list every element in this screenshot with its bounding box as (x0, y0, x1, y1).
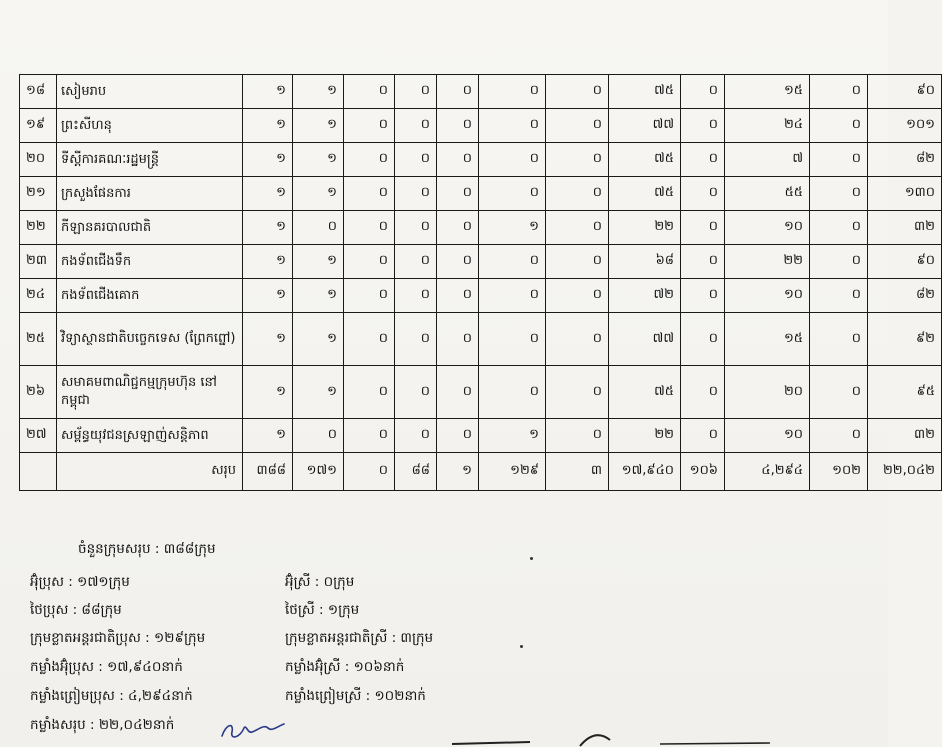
table-row (20, 109, 942, 143)
row-cell: ០ (681, 313, 725, 366)
row-cell: ០ (437, 75, 479, 109)
row-name: កងទ័ពជើងគោក (57, 279, 243, 313)
row-cell: ០ (395, 177, 437, 211)
row-cell: ១ (293, 177, 344, 211)
row-number: ២១ (20, 177, 57, 211)
row-cell: ១០ (725, 419, 810, 453)
total-cell: ១០២ (810, 453, 868, 491)
row-cell: ០ (810, 143, 868, 177)
row-cell: ១ (293, 279, 344, 313)
row-cell: ១ (243, 279, 293, 313)
results-table (19, 74, 942, 491)
row-cell: ១ (243, 419, 293, 453)
row-cell: ១០ (725, 279, 810, 313)
row-cell: ០ (395, 366, 437, 419)
row-name: សមាគមពាណិជ្ជកម្មក្រុមហ៊ុន នៅកម្ពុជា (57, 366, 243, 419)
row-cell: ០ (293, 419, 344, 453)
row-cell: ០ (479, 245, 546, 279)
row-cell: ០ (681, 366, 725, 419)
row-name: កីឡានគរបាលជាតិ (57, 211, 243, 245)
row-cell: ៩០ (868, 245, 942, 279)
table-body (20, 75, 942, 491)
row-name: ក្រសួងផែនការ (57, 177, 243, 211)
row-cell: ១ (243, 143, 293, 177)
row-cell: ១ (243, 109, 293, 143)
table-row (20, 419, 942, 453)
row-cell: ០ (681, 143, 725, 177)
summary-female-b: ថៃស្រី : ១ក្រុម (285, 602, 360, 618)
row-number: ១៨ (20, 75, 57, 109)
total-cell: ៤,២៩៤ (725, 453, 810, 491)
bottom-ink-strokes (450, 730, 870, 747)
row-cell: ១ (243, 245, 293, 279)
row-cell: ០ (395, 109, 437, 143)
table-row (20, 313, 942, 366)
row-cell: ០ (437, 279, 479, 313)
row-cell: ០ (479, 75, 546, 109)
row-name: កងទ័ពជើងទឹក (57, 245, 243, 279)
row-cell: ៧៥ (609, 366, 681, 419)
row-cell: ០ (681, 109, 725, 143)
row-name: ព្រះសីហនុ (57, 109, 243, 143)
total-cell: ៨៨ (395, 453, 437, 491)
speck (520, 645, 523, 648)
row-cell: ០ (546, 419, 609, 453)
summary-male-intl: ក្រុមខ្លាតអន្តរជាតិប្រុស : ១២៩ក្រុម (30, 630, 206, 646)
row-cell: ០ (395, 75, 437, 109)
row-cell: ១៥ (725, 75, 810, 109)
row-cell: ០ (437, 211, 479, 245)
row-cell: ០ (479, 279, 546, 313)
row-cell: ០ (810, 313, 868, 366)
row-cell: ២៤ (725, 109, 810, 143)
row-number: ២៣ (20, 245, 57, 279)
row-number: ២៦ (20, 366, 57, 419)
row-cell: ០ (810, 75, 868, 109)
row-cell: ០ (681, 419, 725, 453)
summary-male-players-a: កម្លាំងអ៊ុំប្រុស : ១៧,៩៤០នាក់ (30, 659, 183, 675)
row-cell: ០ (344, 211, 395, 245)
row-cell: ០ (810, 211, 868, 245)
row-cell: ០ (293, 211, 344, 245)
row-cell: ១៥ (725, 313, 810, 366)
row-cell: ១ (293, 75, 344, 109)
row-cell: ០ (437, 109, 479, 143)
row-cell: ១៣០ (868, 177, 942, 211)
summary-total-teams: ចំនួនក្រុមសរុប : ៣៨៨ក្រុម (78, 541, 216, 557)
row-cell: ០ (437, 313, 479, 366)
row-cell: ០ (546, 75, 609, 109)
row-cell: ២០ (725, 366, 810, 419)
row-cell: ២២ (725, 245, 810, 279)
row-number: ២២ (20, 211, 57, 245)
row-cell: ០ (479, 313, 546, 366)
row-number: ១៩ (20, 109, 57, 143)
row-cell: ០ (810, 109, 868, 143)
row-cell: ០ (546, 211, 609, 245)
row-name: សៀមរាប (57, 75, 243, 109)
row-cell: ០ (344, 245, 395, 279)
row-cell: ៧៥ (609, 177, 681, 211)
total-blank (20, 453, 57, 491)
row-cell: ០ (546, 109, 609, 143)
row-number: ២០ (20, 143, 57, 177)
row-cell: ០ (681, 177, 725, 211)
row-cell: ០ (437, 177, 479, 211)
row-cell: ០ (546, 245, 609, 279)
row-cell: ១ (243, 177, 293, 211)
row-cell: ០ (344, 279, 395, 313)
summary-female-a: អ៊ុំស្រី : ០ក្រុម (285, 574, 355, 590)
row-cell: ០ (546, 313, 609, 366)
row-cell: ៧៧ (609, 313, 681, 366)
row-cell: ១ (293, 245, 344, 279)
row-cell: ៧៥ (609, 75, 681, 109)
row-cell: ៣២ (868, 419, 942, 453)
row-cell: ០ (479, 109, 546, 143)
row-cell: ០ (395, 211, 437, 245)
row-cell: ០ (810, 279, 868, 313)
summary-female-intl: ក្រុមខ្លាតអន្តរជាតិស្រី : ៣ក្រុម (285, 630, 434, 646)
row-cell: ០ (395, 143, 437, 177)
table-row (20, 75, 942, 109)
row-cell: ១ (293, 109, 344, 143)
row-cell: ០ (681, 279, 725, 313)
row-cell: ០ (546, 366, 609, 419)
total-cell: ២២,០៤២ (868, 453, 942, 491)
summary-male-b: ថៃប្រុស : ៨៨ក្រុម (30, 602, 122, 618)
row-cell: ០ (546, 143, 609, 177)
row-cell: ៩៥ (868, 366, 942, 419)
row-cell: ០ (437, 245, 479, 279)
row-cell: ០ (344, 143, 395, 177)
row-cell: ៨២ (868, 279, 942, 313)
summary-male-players-b: កម្លាំងព្រៀមប្រុស : ៤,២៩៤នាក់ (30, 688, 193, 704)
row-cell: ១០ (725, 211, 810, 245)
row-cell: ១ (479, 419, 546, 453)
total-cell: ១២៩ (479, 453, 546, 491)
row-cell: ០ (437, 419, 479, 453)
row-cell: ១ (243, 211, 293, 245)
row-cell: ១០១ (868, 109, 942, 143)
table-row (20, 177, 942, 211)
row-cell: ១ (243, 75, 293, 109)
table-row (20, 366, 942, 419)
row-cell: ០ (395, 279, 437, 313)
row-cell: ០ (546, 279, 609, 313)
row-cell: ០ (681, 245, 725, 279)
row-cell: ០ (344, 109, 395, 143)
row-cell: ១ (293, 366, 344, 419)
row-cell: ៣២ (868, 211, 942, 245)
total-label: សរុប (57, 453, 243, 491)
row-cell: ០ (479, 143, 546, 177)
row-cell: ៧៥ (609, 143, 681, 177)
row-cell: ៧២ (609, 279, 681, 313)
row-cell: ១ (293, 143, 344, 177)
row-cell: ០ (344, 75, 395, 109)
summary-block (30, 540, 590, 745)
total-cell: ១០៦ (681, 453, 725, 491)
summary-female-players-b: កម្លាំងព្រៀមស្រី : ១០២នាក់ (285, 688, 426, 704)
row-cell: ៥៥ (725, 177, 810, 211)
row-cell: ០ (810, 419, 868, 453)
row-cell: ១ (243, 366, 293, 419)
row-cell: ០ (810, 245, 868, 279)
row-cell: ០ (395, 313, 437, 366)
row-name: សម្ព័ន្ធយុវជនស្រឡាញ់សន្តិភាព (57, 419, 243, 453)
row-cell: ០ (479, 366, 546, 419)
row-cell: ៧៧ (609, 109, 681, 143)
row-cell: ៩២ (868, 313, 942, 366)
row-cell: ០ (479, 177, 546, 211)
table-row (20, 143, 942, 177)
row-cell: ០ (810, 177, 868, 211)
row-cell: ០ (344, 177, 395, 211)
row-cell: ០ (437, 143, 479, 177)
row-name: ទីស្តីការគណៈរដ្ឋមន្ត្រី (57, 143, 243, 177)
table-row (20, 279, 942, 313)
row-cell: ០ (344, 366, 395, 419)
row-cell: ៦៨ (609, 245, 681, 279)
total-row (20, 453, 942, 491)
summary-female-players-a: កម្លាំងអ៊ុំស្រី : ១០៦នាក់ (285, 659, 405, 675)
row-cell: ១ (479, 211, 546, 245)
total-cell: ១ (437, 453, 479, 491)
row-cell: ០ (546, 177, 609, 211)
row-cell: ០ (681, 211, 725, 245)
row-cell: ០ (810, 366, 868, 419)
row-cell: ២២ (609, 211, 681, 245)
row-cell: ០ (344, 313, 395, 366)
signature-mark (218, 718, 288, 744)
row-number: ២៤ (20, 279, 57, 313)
row-number: ២៧ (20, 419, 57, 453)
total-cell: ០ (344, 453, 395, 491)
speck (530, 557, 533, 560)
row-cell: ០ (681, 75, 725, 109)
row-cell: ០ (395, 419, 437, 453)
summary-total-players: កម្លាំងសរុប : ២២,០៤២នាក់ (30, 717, 175, 733)
row-number: ២៥ (20, 313, 57, 366)
row-name: វិទ្យាស្ថានជាតិបច្ចេកទេស (ព្រែកព្នៅ) (57, 313, 243, 366)
total-cell: ១៧,៩៤០ (609, 453, 681, 491)
row-cell: ១ (293, 313, 344, 366)
row-cell: ៧ (725, 143, 810, 177)
row-cell: ០ (344, 419, 395, 453)
total-cell: ៣៨៨ (243, 453, 293, 491)
row-cell: ០ (437, 366, 479, 419)
table-row (20, 211, 942, 245)
total-cell: ១៧១ (293, 453, 344, 491)
total-cell: ៣ (546, 453, 609, 491)
row-cell: ៩០ (868, 75, 942, 109)
table-row (20, 245, 942, 279)
row-cell: ៨២ (868, 143, 942, 177)
summary-male-a: អ៊ុំប្រុស : ១៧១ក្រុម (30, 574, 130, 590)
row-cell: ២២ (609, 419, 681, 453)
row-cell: ១ (243, 313, 293, 366)
row-cell: ០ (395, 245, 437, 279)
